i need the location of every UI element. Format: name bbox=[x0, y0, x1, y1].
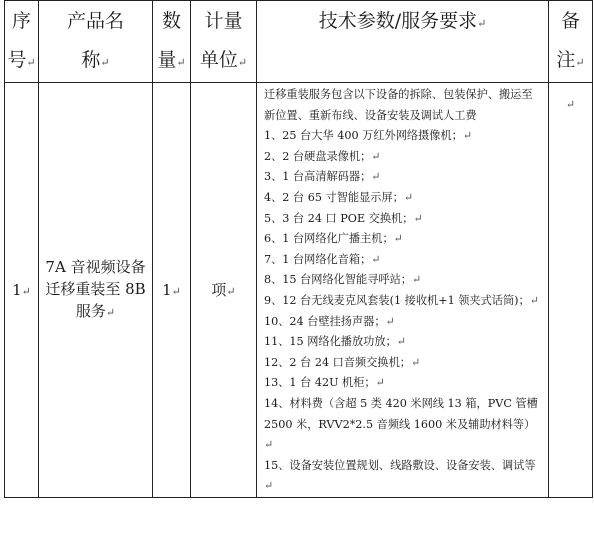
row-qty-value: 1 bbox=[162, 280, 172, 299]
paragraph-mark-icon: ↵ bbox=[105, 305, 116, 319]
paragraph-mark-icon: ↵ bbox=[462, 129, 473, 143]
header-note-line2: 注 bbox=[556, 49, 576, 71]
tech-line bbox=[264, 456, 542, 497]
paragraph-mark-icon: ↵ bbox=[411, 273, 422, 287]
tech-line-text: 12、2 台 24 口音频交换机； bbox=[264, 355, 411, 369]
header-qty-line1: 数 bbox=[161, 10, 181, 32]
header-qty-line2: 量 bbox=[157, 49, 177, 71]
tech-line bbox=[264, 188, 542, 209]
row-product-value: 7A 音视频设备迁移重装至 8B 服务 bbox=[45, 257, 146, 320]
tech-line-text: 14、材料费（含超 5 类 420 米网线 13 箱，PVC 管槽 2500 米，RVV2*2.5 音频线 1600 米及辅助材料等） bbox=[264, 396, 538, 431]
paragraph-mark-icon: ↵ bbox=[21, 284, 31, 298]
tech-line bbox=[264, 209, 542, 230]
tech-line-text: 1、25 台大华 400 万红外网络摄像机； bbox=[264, 129, 463, 143]
header-qty bbox=[153, 1, 191, 83]
tech-line-text: 3、1 台高清解码器； bbox=[264, 170, 372, 184]
paragraph-mark-icon: ↵ bbox=[371, 149, 381, 163]
paragraph-mark-icon: ↵ bbox=[26, 56, 36, 69]
header-seq bbox=[5, 1, 39, 83]
paragraph-mark-icon: ↵ bbox=[100, 56, 110, 69]
row-seq bbox=[5, 83, 39, 498]
tech-line bbox=[264, 291, 542, 312]
tech-line bbox=[264, 270, 542, 291]
tech-line bbox=[264, 147, 542, 168]
row-tech bbox=[257, 83, 549, 498]
header-seq-line1: 序 bbox=[11, 10, 31, 32]
row-qty bbox=[153, 83, 191, 498]
tech-line-text: 4、2 台 65 寸智能显示屏； bbox=[264, 190, 404, 204]
header-unit bbox=[191, 1, 257, 83]
tech-line bbox=[264, 126, 542, 147]
tech-line bbox=[264, 332, 542, 353]
tech-line-text: 8、15 台网络化智能寻呼站； bbox=[264, 273, 412, 287]
tech-line-text: 13、1 台 42U 机柜； bbox=[264, 376, 376, 390]
row-unit-value: 项 bbox=[211, 281, 227, 300]
tech-line bbox=[264, 85, 542, 126]
paragraph-mark-icon: ↵ bbox=[477, 17, 487, 30]
header-unit-line1: 计量 bbox=[204, 10, 243, 32]
tech-line-text: 迁移重装服务包含以下设备的拆除、包装保护、搬运至新位置、重新布线、设备安装及调试人工费 bbox=[264, 88, 533, 122]
paragraph-mark-icon: ↵ bbox=[410, 355, 421, 369]
paragraph-mark-icon: ↵ bbox=[237, 56, 248, 69]
tech-line-text: 9、12 台无线麦克风套装(1 接收机+1 领夹式话筒)； bbox=[264, 293, 530, 307]
tech-line bbox=[264, 250, 542, 271]
paragraph-mark-icon: ↵ bbox=[264, 438, 274, 452]
tech-line-text: 7、1 台网络化音箱； bbox=[264, 252, 372, 266]
tech-line bbox=[264, 167, 542, 188]
tech-line bbox=[264, 394, 542, 456]
header-tech bbox=[257, 1, 549, 83]
paragraph-mark-icon: ↵ bbox=[413, 211, 423, 225]
header-seq-line2: 号 bbox=[7, 49, 27, 71]
header-row bbox=[5, 1, 593, 83]
paragraph-mark-icon: ↵ bbox=[396, 335, 406, 349]
header-tech-label: 技术参数/服务要求 bbox=[318, 10, 478, 32]
paragraph-mark-icon: ↵ bbox=[264, 479, 274, 493]
tech-line bbox=[264, 373, 542, 394]
tech-line bbox=[264, 312, 542, 333]
row-seq-value: 1 bbox=[12, 280, 22, 299]
row-product bbox=[39, 83, 153, 498]
paragraph-mark-icon: ↵ bbox=[575, 56, 585, 69]
header-note bbox=[549, 1, 593, 83]
paragraph-mark-icon: ↵ bbox=[375, 376, 385, 390]
header-product-line1: 产品名 bbox=[66, 10, 124, 32]
paragraph-mark-icon: ↵ bbox=[371, 170, 381, 184]
header-product bbox=[39, 1, 153, 83]
header-product-line2: 称 bbox=[81, 49, 101, 71]
row-unit bbox=[191, 83, 257, 498]
paragraph-mark-icon: ↵ bbox=[565, 98, 576, 111]
row-note bbox=[549, 83, 593, 498]
tech-line bbox=[264, 229, 542, 250]
data-row bbox=[5, 83, 593, 498]
paragraph-mark-icon: ↵ bbox=[393, 232, 403, 246]
tech-line-text: 15、设备安装位置规划、线路敷设、设备安装、调试等 bbox=[264, 458, 536, 472]
tech-line-text: 5、3 台 24 口 POE 交换机； bbox=[264, 211, 414, 225]
header-note-line1: 备 bbox=[560, 10, 580, 32]
paragraph-mark-icon: ↵ bbox=[371, 252, 381, 266]
tech-line-text: 10、24 台壁挂扬声器； bbox=[264, 314, 386, 328]
paragraph-mark-icon: ↵ bbox=[171, 284, 181, 298]
paragraph-mark-icon: ↵ bbox=[403, 190, 414, 204]
tech-line-text: 11、15 网络化播放功放； bbox=[264, 335, 397, 349]
paragraph-mark-icon: ↵ bbox=[226, 285, 236, 299]
paragraph-mark-icon: ↵ bbox=[529, 293, 539, 307]
procurement-table bbox=[4, 0, 593, 498]
header-unit-line2: 单位 bbox=[199, 49, 238, 71]
paragraph-mark-icon: ↵ bbox=[176, 56, 186, 69]
tech-line-text: 6、1 台网络化广播主机； bbox=[264, 232, 394, 246]
tech-line-text: 2、2 台硬盘录像机； bbox=[264, 149, 372, 163]
paragraph-mark-icon: ↵ bbox=[385, 314, 395, 328]
tech-line bbox=[264, 353, 542, 374]
